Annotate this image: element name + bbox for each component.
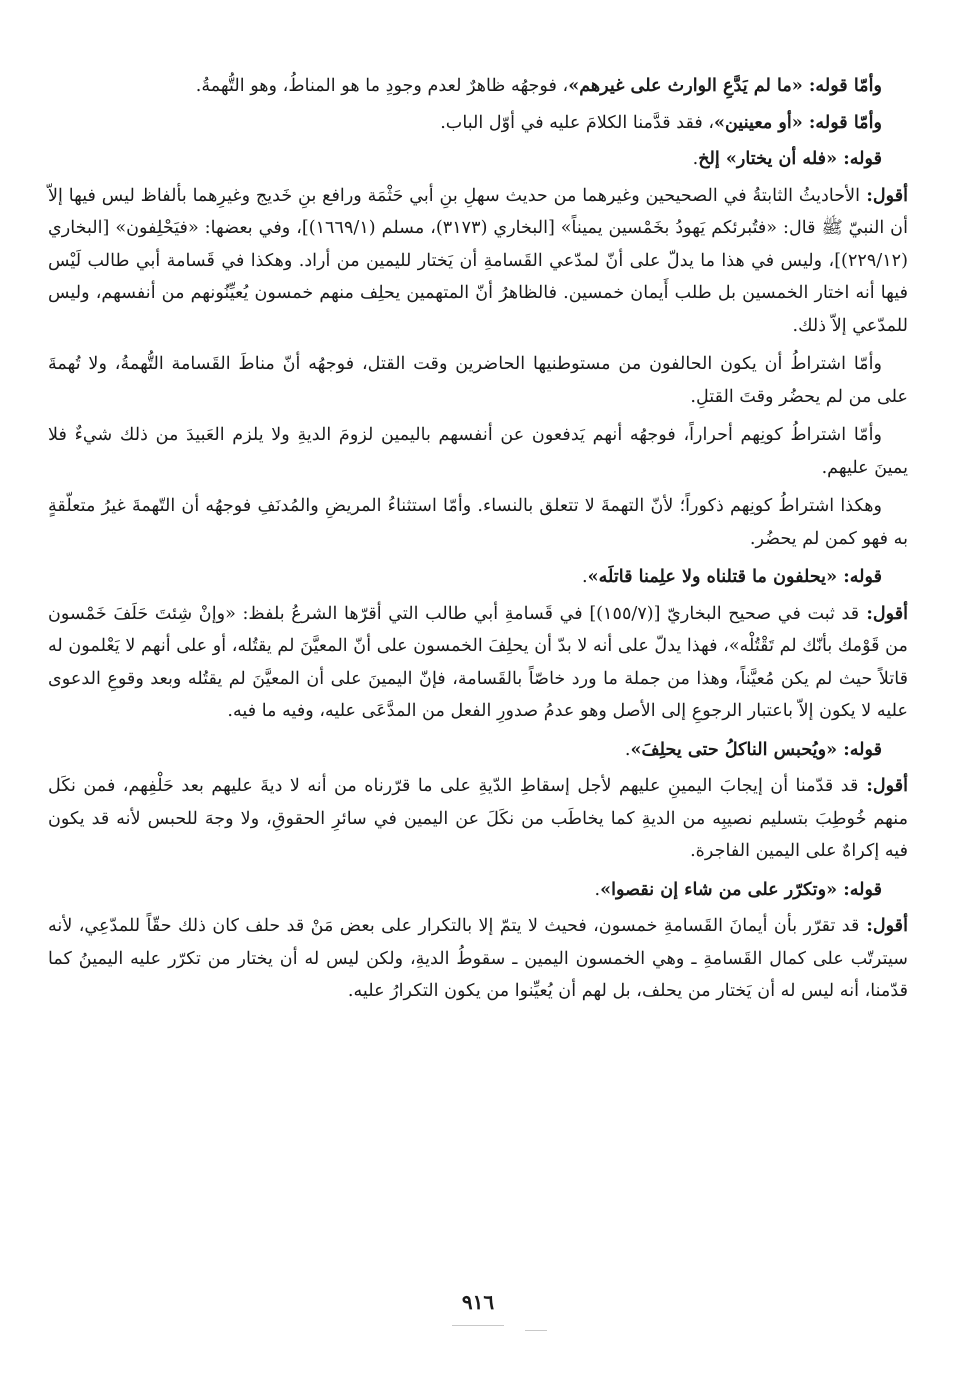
quoted-text: «يحلفون ما قتلناه ولا علِمنا قاتلَه» [587,566,838,587]
paragraph-oath-discussion [48,598,908,728]
paragraph-label: قوله: [837,148,882,169]
paragraph-repeat-discussion [48,910,908,1008]
scan-speck [452,1325,504,1326]
paragraph-heading-repeat [48,874,908,907]
paragraph-text: ، فقد قدَّمنا الكلامَ عليه في أوّل الباب. [440,112,715,133]
paragraph-residents-condition [48,348,908,413]
paragraph-text: وأمّا اشتراطُ أن يكون الحالفون من مستوطنيها الحاضرين وقت القتل، فوجهُه أنّ مناطَ القَسامة التُّهمةُ، ولا تُهمةَ على من لم يحضُر وقتَ القتلِ. [48,354,908,407]
paragraph-label: أقول: [858,775,908,796]
paragraph-note-heirs [48,70,908,103]
paragraph-text: قد ثبت في صحيح البخاريّ [(١٥٥/٧)] في قَسامةِ أبي طالب التي أقرّها الشرعُ بلفظ: «وإنْ شِئتَ حَلَفَ خَمْسون من قَوْمك بأنّك لم تَقْتُلْه»، فهذا يدلّ على أنه لا بدّ أن يحلِفَ الخمسون على أنّ المعيَّنَ لم يقتُله، أو على أنهم لا يَعْلمون له قاتلاً حيث لم يكن مُعيَّناً، وهذا من جملة ما ورد خاصّاً بالقَسامة، فإنّ اليمينَ على أن المعيَّنَ لم يقتُله وبعد وقوعِ الدعوى عليه لا يكون إلاّ باعتبار الرجوعِ إلى الأصل وهو عدمُ صدورِ الفعل من المدَّعَى عليه، وفيه ما فيه. [48,603,908,721]
paragraph-text: . [594,879,601,900]
quoted-text: «ويُحبس الناكلُ حتى يحلِفَ» [630,738,838,760]
paragraph-text: قد تقرّر بأن أيمانَ القَسامةِ خمسون، فحيث لا يتمّ إلا بالتكرار على بعض مَنْ قد حلف كان ذلك حقّاً للمدّعِي، لأنه سيترتّب على كمال القَسامةِ ـ وهي الخمسون اليمين ـ سقوطُ الديةِ، ولكن ليس له أن يختار من تكرّر عليه اليمينُ كما قدّمنا، أنه ليس له أن يَختار من يحلف، بل لهم أن يُعيِّنوا من يكون التكرارُ عليه. [48,916,908,1001]
paragraph-refuser-discussion [48,770,908,868]
paragraph-heading-refuser [48,734,908,767]
paragraph-label: قوله: [837,738,882,760]
quoted-text: «أو معينين» [714,111,803,133]
paragraph-text: وأمّا اشتراطُ كونِهم أحراراً، فوجهُه أنهم يَدفعون عن أنفسهم باليمين لزومَ الديةِ ولا يلزم العَبيدَ من ذلك شيءٌ فلا يمينَ عليهم. [48,425,908,478]
paragraph-text: ، فوجهُه ظاهرٌ لعدم وجودِ ما هو المناطُ، وهو التُّهمةُ. [195,76,569,96]
paragraph-label: أقول: [860,184,908,206]
paragraph-text: قد قدّمنا أن إيجابَ اليمينِ عليهم لأجل إسقاطِ الدّيةِ على ما قرّرناه من أنه لا ديةَ عليهم بعد حَلْفِهم، فمن نكَل منهم خُوطِبَ بتسليم نصيبِه من الديةِ كما يخاطَب من نكَلَ عن اليمين في سائرِ الحقوقِ، ولا وجهَ للحبس لأنه قد يكون فيه إكراهٌ على اليمين الفاجرة. [48,776,908,861]
page-body [48,70,908,1014]
paragraph-heading-choose [48,143,908,176]
page-number: ٩١٦ [461,1290,495,1314]
paragraph-heading-oath [48,561,908,594]
scan-speck [525,1330,547,1331]
paragraph-text: وهكذا اشتراطُ كونِهم ذكوراً؛ لأنّ التهمةَ لا تتعلق بالنساء. وأمّا استثناءُ المريضِ والمُدنَفِ فوجهُه أن التّهمةَ غيرُ متعلّقةٍ به فهو كمن لم يحضُر. [48,496,908,549]
paragraph-label: أقول: [859,602,908,624]
paragraph-male-condition [48,490,908,555]
paragraph-free-condition [48,419,908,484]
paragraph-label: قوله: [837,878,882,900]
paragraph-label: قوله: [837,566,882,587]
paragraph-text: الأحاديثُ الثابتةُ في الصحيحين وغيرهما من حديث سهلِ بنِ أبي حَثْمَة ورافع بنِ خَديج وغيرِهما بألفاظ ليس فيها إلاّ أن النبيّ ﷺ قال: «فتُبرئكم يَهودُ بخَمْسين يميناً» [البخاري (٣١٧٣)، مسلم (١٦٦٩/١)]، وفي بعضها: «فيَحْلِفون» [البخاري (٢٢٩/١٢)]، وليس في هذا ما يدلّ على أنّ لمدّعي القَسامةِ أن يَختار لليمين من أراد. وهكذا في قَسامة أبي طالب لَيْس فيها أنه اختار الخمسين بل طلب أَيمان خمسين. فالظاهرُ أنّ المتهمين يحلِف منهم خمسون يُعيِّنُونهم من أنفسهم، وليس للمدّعي إلاّ ذلك. [48,185,908,336]
paragraph-text: . [624,739,631,760]
quoted-text: «ما لم يَدَّعِ الوارث على غيرهم» [568,75,803,96]
quoted-text: «وتكرّر على من شاء إن نقصوا» [600,878,838,900]
paragraph-label: وأمّا قوله: [802,75,882,96]
paragraph-label: أقول: [859,915,908,936]
paragraph-note-specified [48,107,908,140]
paragraph-hadith-discussion [48,180,908,343]
quoted-text: «فله أن يختار» إلخ [698,148,838,169]
paragraph-text: . [692,149,699,169]
paragraph-text: . [582,567,588,587]
paragraph-label: وأمّا قوله: [802,111,882,133]
